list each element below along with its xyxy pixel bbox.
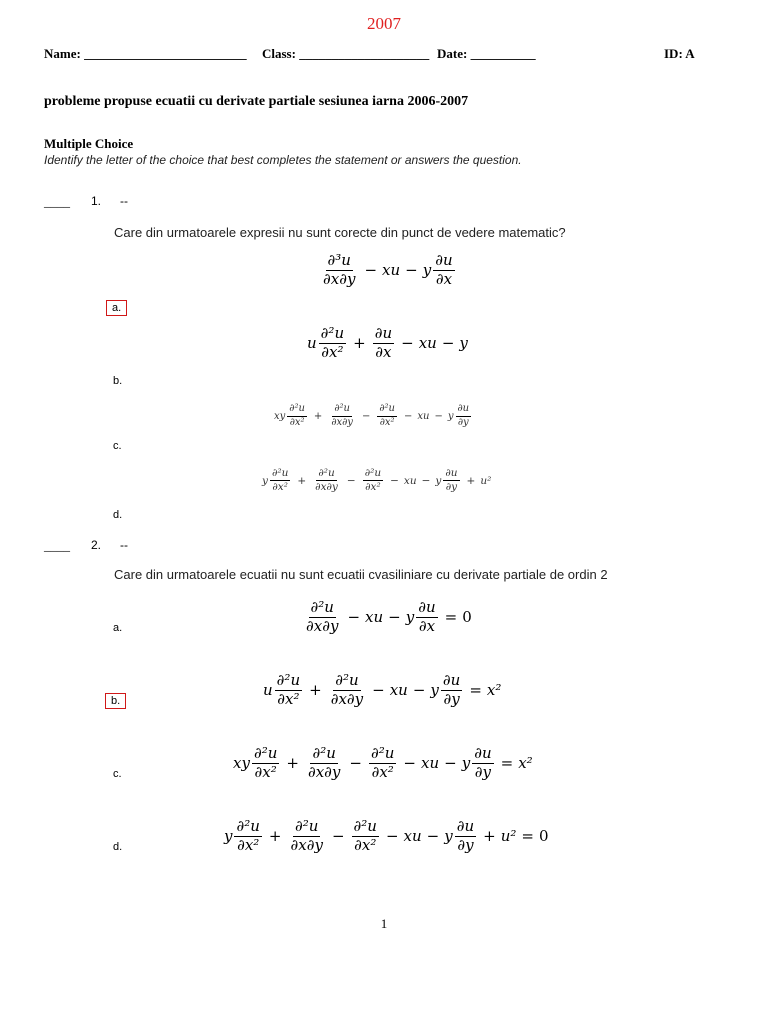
math-operator: +	[268, 827, 282, 846]
math-fraction	[304, 600, 340, 635]
math-operator: −	[444, 754, 457, 773]
math-fraction	[373, 326, 394, 361]
choice-label-1a[interactable]: a.	[106, 300, 127, 316]
fraction-denominator: ∂x	[435, 269, 453, 288]
year-heading: 2007	[367, 14, 401, 33]
math-variable: xu	[421, 754, 440, 773]
math-variable: y	[262, 474, 268, 487]
math-fraction	[319, 326, 346, 361]
math-operator: −	[361, 410, 371, 422]
math-operator: −	[401, 334, 414, 353]
math-variable: y	[459, 334, 468, 353]
choice-2d-expression	[224, 819, 549, 854]
document-title: probleme propuse ecuatii cu derivate partiale sesiunea iarna 2006-2007	[44, 94, 469, 109]
math-variable: 0	[539, 827, 549, 846]
question-dash-q1: --	[120, 194, 128, 208]
section-title: Multiple Choice	[44, 136, 134, 151]
fraction-denominator: ∂x²	[237, 835, 260, 854]
choice-label-2b[interactable]: b.	[105, 693, 126, 709]
math-fraction	[287, 404, 307, 428]
math-fraction	[472, 746, 493, 781]
choice-label-2a[interactable]: a.	[113, 622, 123, 634]
math-fraction	[443, 468, 459, 493]
choice-label-1d[interactable]: d.	[113, 509, 123, 521]
math-operator: +	[286, 754, 299, 773]
answer-blank-q1[interactable]: ____	[44, 194, 70, 209]
fraction-denominator: ∂x²	[321, 342, 344, 361]
math-variable: xu	[365, 608, 384, 627]
math-operator: −	[426, 827, 440, 846]
math-variable: u²	[480, 474, 492, 487]
math-operator: +	[313, 410, 323, 422]
math-operator: =	[469, 681, 482, 700]
fraction-numerator: ∂²u	[316, 468, 336, 481]
math-variable: xu	[382, 261, 401, 280]
fraction-numerator: ∂³u	[327, 251, 351, 269]
math-variable: xu	[389, 681, 408, 700]
date-field[interactable]	[437, 46, 536, 62]
math-operator: −	[434, 410, 443, 422]
math-operator: −	[388, 608, 401, 627]
choice-1b-expression	[307, 326, 468, 361]
question-number-q1: 1.	[91, 194, 102, 208]
math-operator: −	[421, 474, 431, 487]
fraction-numerator: ∂²u	[335, 671, 359, 689]
fraction-denominator: ∂y	[457, 416, 469, 428]
fraction-numerator: ∂²u	[370, 744, 395, 762]
choice-1a-expression	[319, 253, 457, 288]
fraction-denominator: ∂x²	[272, 481, 288, 494]
question-number-q2: 2.	[91, 538, 102, 552]
math-variable: y	[430, 681, 439, 700]
choice-2a-expression	[302, 600, 472, 635]
math-fraction	[455, 819, 476, 854]
math-operator: +	[309, 681, 322, 700]
math-fraction	[456, 404, 472, 428]
choice-2b-expression	[263, 673, 501, 708]
fraction-numerator: ∂u	[443, 468, 459, 481]
fraction-denominator: ∂x∂y	[315, 481, 338, 494]
class-blank: ____________________	[299, 46, 430, 61]
class-label: Class:	[262, 46, 296, 61]
fraction-numerator: ∂²u	[295, 817, 319, 835]
math-operator: −	[403, 754, 416, 773]
math-operator: −	[405, 261, 418, 280]
choice-1d-expression	[262, 468, 491, 493]
math-fraction	[306, 746, 342, 781]
fraction-numerator: ∂u	[474, 744, 492, 762]
fraction-numerator: ∂u	[442, 671, 461, 689]
fraction-denominator: ∂x∂y	[331, 416, 353, 428]
math-fraction	[329, 673, 365, 708]
fraction-numerator: ∂u	[374, 324, 393, 342]
math-variable: u²	[500, 827, 517, 846]
fraction-numerator: ∂²u	[276, 671, 301, 689]
fraction-numerator: ∂u	[456, 404, 472, 417]
fraction-numerator: ∂u	[418, 598, 436, 616]
math-operator: −	[390, 474, 399, 487]
math-operator: =	[444, 608, 458, 627]
page-number: 1	[380, 916, 388, 931]
fraction-denominator: ∂y	[443, 689, 460, 708]
fraction-denominator: ∂x²	[379, 416, 395, 428]
exam-id: ID: A	[664, 46, 695, 61]
math-operator: −	[385, 827, 399, 846]
fraction-denominator: ∂x∂y	[307, 762, 341, 781]
fraction-numerator: ∂²u	[363, 468, 383, 481]
question-text-q2: Care din urmatoarele ecuatii nu sunt ecuatii cvasiliniare cu derivate partiale de ordin 2	[114, 567, 608, 582]
math-operator: −	[331, 827, 345, 846]
fraction-numerator: ∂u	[435, 251, 453, 269]
math-variable: x²	[486, 681, 502, 700]
choice-label-2d[interactable]: d.	[113, 841, 123, 853]
fraction-numerator: ∂²u	[320, 324, 345, 342]
math-variable: xu	[418, 334, 437, 353]
fraction-denominator: ∂x²	[289, 416, 305, 428]
math-fraction	[289, 819, 325, 854]
date-blank: __________	[470, 46, 536, 61]
fraction-denominator: ∂x∂y	[306, 616, 339, 635]
math-fraction	[369, 746, 396, 781]
class-field[interactable]	[262, 46, 429, 62]
fraction-denominator: ∂x∂y	[290, 835, 323, 854]
math-variable: xy	[274, 410, 286, 422]
answer-blank-q2[interactable]: ____	[44, 538, 70, 553]
choice-2c-expression	[233, 746, 533, 781]
math-operator: −	[364, 261, 378, 280]
fraction-numerator: ∂²u	[287, 404, 307, 417]
math-variable: y	[224, 827, 233, 846]
fraction-numerator: ∂²u	[270, 468, 290, 481]
fraction-numerator: ∂²u	[377, 404, 397, 417]
math-operator: −	[412, 681, 426, 700]
math-fraction	[252, 746, 279, 781]
fraction-numerator: ∂²u	[353, 817, 377, 835]
fraction-denominator: ∂y	[445, 481, 458, 494]
math-operator: −	[346, 474, 356, 487]
choice-label-2c[interactable]: c.	[113, 768, 122, 780]
fraction-denominator: ∂x²	[277, 689, 300, 708]
choice-label-1c[interactable]: c.	[113, 440, 122, 452]
fraction-numerator: ∂²u	[332, 404, 352, 417]
math-operator: +	[483, 827, 496, 846]
section-instruction: Identify the letter of the choice that best completes the statement or answers the question.	[44, 153, 522, 167]
date-label: Date:	[437, 46, 468, 61]
fraction-denominator: ∂x²	[354, 835, 377, 854]
fraction-denominator: ∂x²	[365, 481, 381, 494]
fraction-denominator: ∂x	[418, 616, 436, 635]
math-variable: y	[444, 827, 453, 846]
math-fraction	[329, 404, 355, 428]
fraction-numerator: ∂²u	[312, 744, 336, 762]
math-operator: +	[353, 334, 366, 353]
choice-1c-expression	[274, 404, 473, 428]
math-variable: xy	[233, 754, 250, 773]
math-fraction	[433, 253, 454, 288]
math-operator: −	[349, 754, 362, 773]
math-fraction	[234, 819, 261, 854]
choice-label-1b[interactable]: b.	[113, 375, 123, 387]
math-operator: −	[441, 334, 455, 353]
math-variable: y	[422, 261, 432, 280]
fraction-denominator: ∂y	[457, 835, 474, 854]
fraction-denominator: ∂x∂y	[323, 269, 356, 288]
math-fraction	[416, 600, 437, 635]
math-variable: y	[405, 608, 415, 627]
fraction-numerator: ∂u	[456, 817, 475, 835]
math-variable: u	[263, 681, 273, 700]
math-operator: −	[372, 681, 385, 700]
math-variable: 0	[462, 608, 472, 627]
math-fraction	[270, 468, 290, 493]
name-field[interactable]	[44, 46, 247, 62]
math-fraction	[352, 819, 379, 854]
question-dash-q2: --	[120, 538, 128, 552]
math-fraction	[313, 468, 340, 493]
math-variable: y	[435, 474, 442, 487]
name-label: Name:	[44, 46, 81, 61]
math-variable: xu	[403, 474, 417, 487]
math-fraction	[321, 253, 357, 288]
fraction-denominator: ∂x	[375, 342, 392, 361]
math-fraction	[377, 404, 397, 428]
fraction-numerator: ∂²u	[236, 817, 260, 835]
fraction-denominator: ∂x²	[254, 762, 277, 781]
math-fraction	[275, 673, 302, 708]
fraction-numerator: ∂²u	[310, 598, 334, 616]
math-variable: u	[307, 334, 317, 353]
math-operator: −	[403, 410, 413, 422]
math-variable: x²	[518, 754, 533, 773]
math-variable: y	[447, 410, 454, 422]
fraction-denominator: ∂y	[474, 762, 492, 781]
fraction-numerator: ∂²u	[253, 744, 278, 762]
math-operator: −	[347, 608, 361, 627]
math-variable: xu	[403, 827, 422, 846]
math-operator: +	[466, 474, 476, 487]
name-blank: _________________________	[84, 46, 247, 61]
fraction-denominator: ∂x²	[371, 762, 394, 781]
math-operator: +	[297, 474, 307, 487]
math-operator: =	[521, 827, 534, 846]
question-text-q1: Care din urmatoarele expresii nu sunt corecte din punct de vedere matematic?	[114, 225, 566, 240]
math-variable: y	[461, 754, 471, 773]
math-variable: xu	[417, 410, 430, 422]
math-fraction	[363, 468, 383, 493]
fraction-denominator: ∂x∂y	[330, 689, 364, 708]
math-fraction	[441, 673, 462, 708]
math-operator: =	[500, 754, 514, 773]
